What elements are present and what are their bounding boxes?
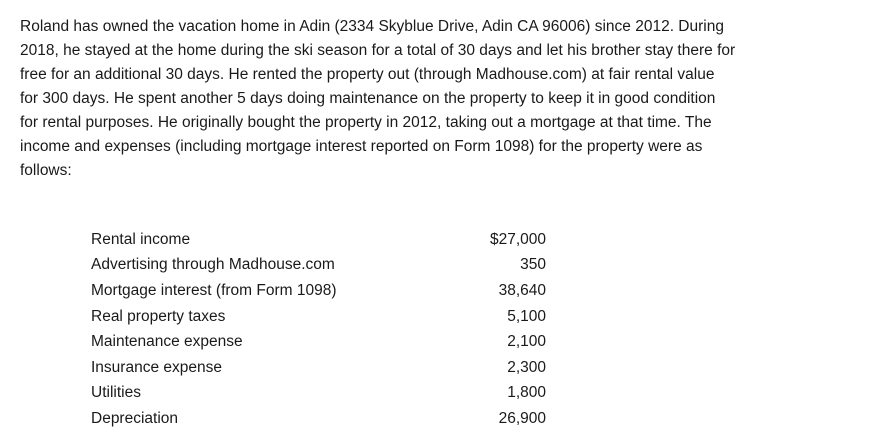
list-item bbox=[91, 329, 551, 355]
intro-paragraph bbox=[20, 15, 880, 183]
item-label: Depreciation bbox=[91, 409, 179, 427]
list-item bbox=[91, 381, 551, 407]
list-item bbox=[91, 253, 551, 279]
list-item bbox=[91, 406, 551, 432]
intro-line: for rental purposes. He originally bought the property in 2012, taking out a mortgage at that time. The bbox=[20, 114, 712, 131]
item-amount: 5,100 bbox=[507, 307, 546, 325]
list-item bbox=[91, 227, 551, 253]
intro-line: 2018, he stayed at the home during the ski season for a total of 30 days and let his brother stay there for bbox=[20, 42, 736, 59]
item-label: Advertising through Madhouse.com bbox=[91, 256, 335, 274]
intro-line: for 300 days. He spent another 5 days doing maintenance on the property to keep it in good condition bbox=[20, 90, 716, 107]
item-amount: 26,900 bbox=[498, 409, 546, 427]
item-amount: $27,000 bbox=[489, 230, 546, 248]
intro-line: free for an additional 30 days. He rented the property out (through Madhouse.com) at fair rental value bbox=[20, 66, 715, 83]
item-amount: 2,100 bbox=[507, 333, 546, 351]
item-label: Insurance expense bbox=[91, 358, 222, 376]
intro-line: income and expenses (including mortgage interest reported on Form 1098) for the property were as bbox=[20, 138, 703, 155]
income-expense-list bbox=[91, 227, 551, 432]
item-label: Rental income bbox=[91, 230, 191, 248]
item-amount: 350 bbox=[520, 256, 546, 274]
item-label: Mortgage interest (from Form 1098) bbox=[91, 281, 337, 299]
item-amount: 1,800 bbox=[507, 384, 546, 402]
intro-line: follows: bbox=[20, 162, 72, 179]
intro-line: Roland has owned the vacation home in Adin (2334 Skyblue Drive, Adin CA 96006) since 2012. During bbox=[20, 18, 724, 35]
list-item bbox=[91, 278, 551, 304]
list-item bbox=[91, 355, 551, 381]
list-item bbox=[91, 304, 551, 330]
item-amount: 2,300 bbox=[507, 358, 546, 376]
item-label: Real property taxes bbox=[91, 307, 226, 325]
item-amount: 38,640 bbox=[498, 281, 546, 299]
item-label: Utilities bbox=[91, 384, 141, 402]
item-label: Maintenance expense bbox=[91, 333, 243, 351]
